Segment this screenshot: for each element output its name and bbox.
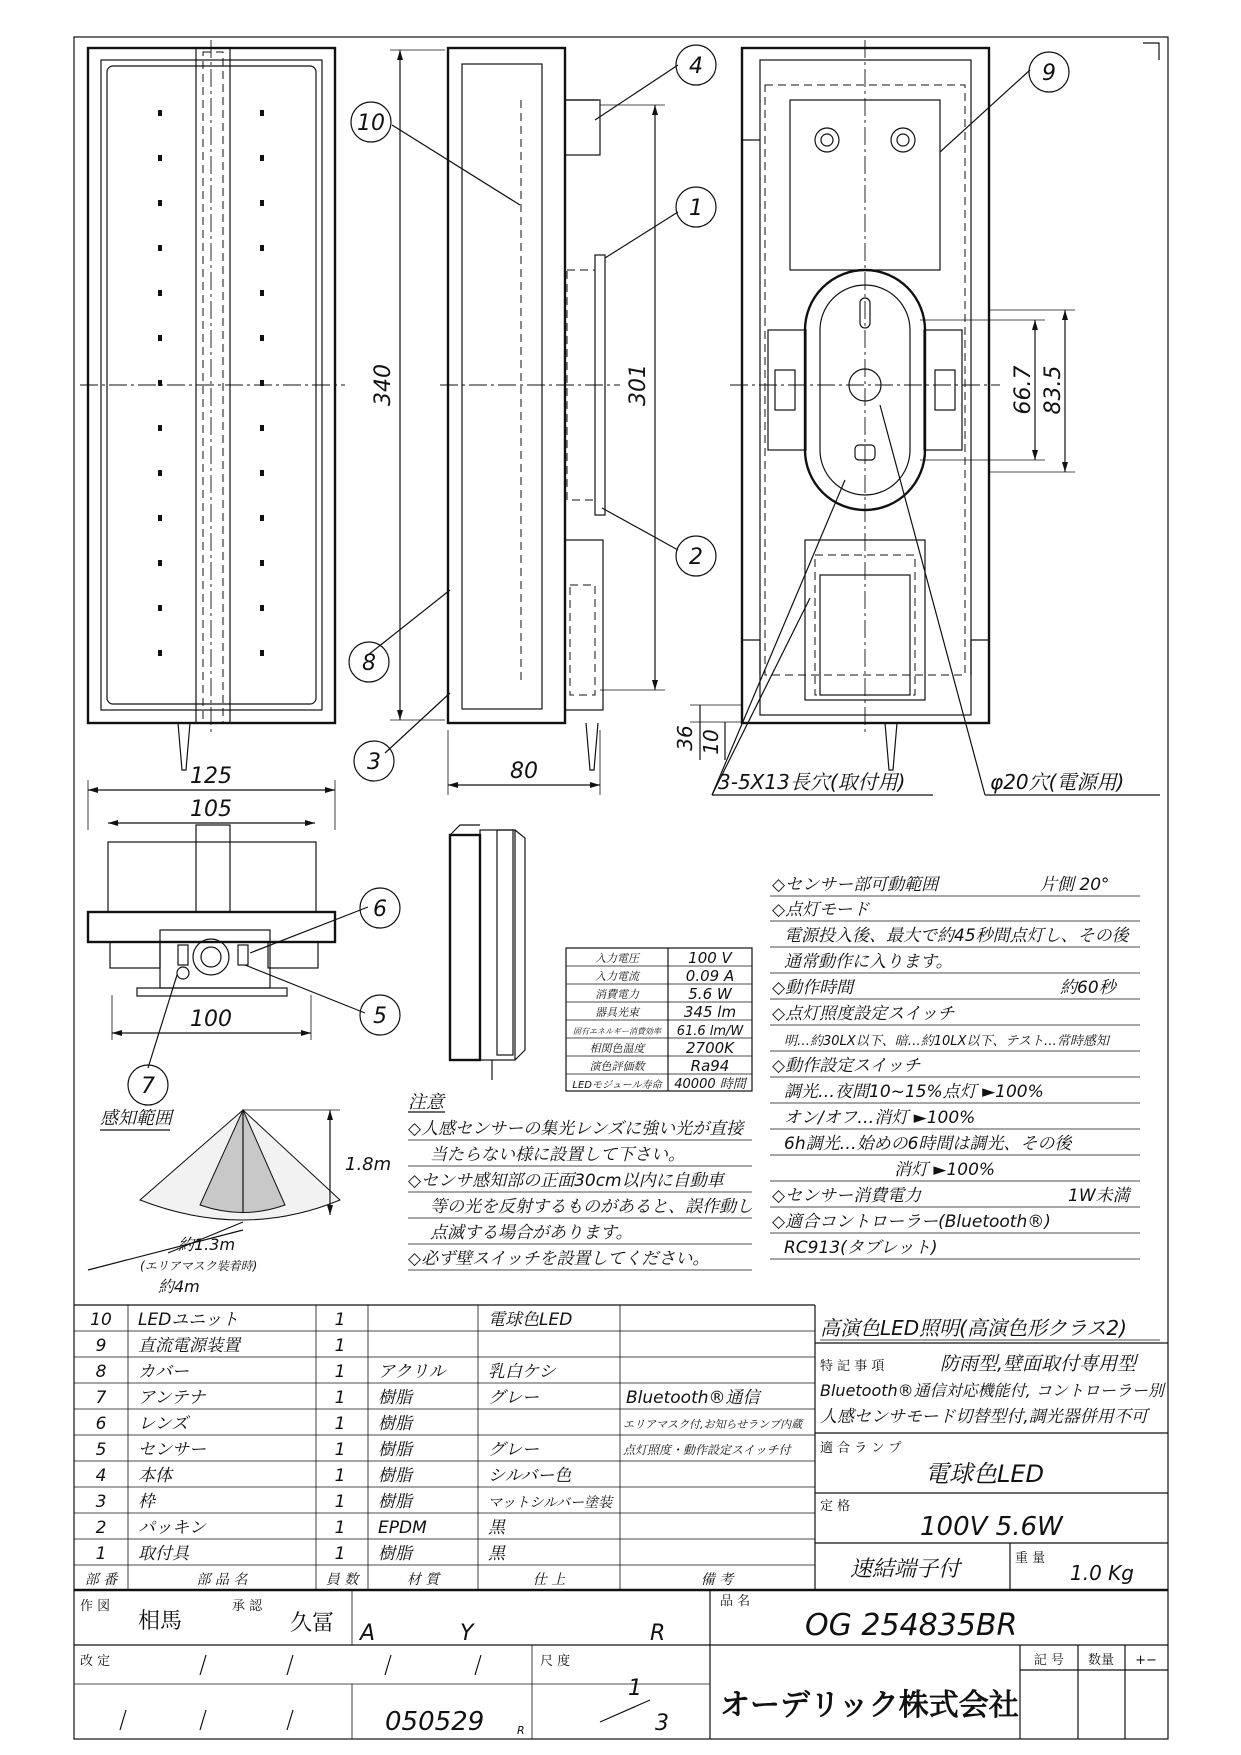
info-weight-label: 重 量 xyxy=(1015,1551,1046,1566)
part-mat: 樹脂 xyxy=(378,1544,412,1564)
part-no: 10 xyxy=(90,1310,112,1330)
part-finish: 乳白ケシ xyxy=(488,1362,556,1382)
callout-10: 10 xyxy=(357,111,385,136)
drawn-name: 相馬 xyxy=(138,1609,183,1634)
right-note: ◇センサー消費電力 xyxy=(772,1186,922,1206)
part-qty: 1 xyxy=(334,1310,346,1330)
perspective-view xyxy=(450,825,525,1080)
callout-2: 2 xyxy=(689,545,703,570)
sensing-title: 感知範囲 xyxy=(100,1108,172,1129)
dim-301: 301 xyxy=(626,364,651,406)
part-no: 8 xyxy=(95,1362,107,1382)
slot-label: 3-5X13長穴(取付用) xyxy=(718,770,906,794)
part-mat: 樹脂 xyxy=(378,1414,412,1434)
part-qty: 1 xyxy=(334,1518,346,1538)
drawing-date: 050529 xyxy=(385,1707,485,1737)
part-name: パッキン xyxy=(138,1518,206,1538)
parts-header-note: 備 考 xyxy=(700,1572,734,1588)
sensing-r1-note: (エリアマスク装着時) xyxy=(140,1259,258,1273)
right-note: RC913(タブレット) xyxy=(784,1238,938,1258)
product-label: 品 名 xyxy=(720,1594,751,1609)
back-view xyxy=(730,40,1000,770)
part-name: LEDユニット xyxy=(138,1310,239,1330)
right-note: ◇点灯照度設定スイッチ xyxy=(772,1004,955,1024)
right-note: ◇点灯モード xyxy=(772,900,870,920)
info-special-2: Bluetooth®通信対応機能付, コントローラー別 xyxy=(820,1381,1164,1400)
approve-name: 久冨 xyxy=(290,1611,335,1636)
part-mat: 樹脂 xyxy=(378,1492,412,1512)
right-note-value: 片側 20° xyxy=(1040,875,1110,895)
right-note-value: 1W未満 xyxy=(1068,1186,1130,1206)
corner-mark xyxy=(1143,43,1159,60)
part-no: 9 xyxy=(95,1336,107,1356)
part-qty: 1 xyxy=(334,1414,346,1434)
part-qty: 1 xyxy=(334,1492,346,1512)
notes-title: 注意 xyxy=(408,1092,444,1113)
sensing-r2: 約4m xyxy=(158,1277,200,1296)
part-no: 6 xyxy=(95,1414,107,1434)
note-line: ◇必ず壁スイッチを設置してください。 xyxy=(408,1249,710,1269)
part-name: 本体 xyxy=(138,1466,172,1486)
spec-key: 固有エネルギー消費効率 xyxy=(573,1027,661,1036)
part-qty: 1 xyxy=(334,1336,346,1356)
part-qty: 1 xyxy=(334,1544,346,1564)
parts-header-qty: 員 数 xyxy=(325,1572,359,1588)
part-name: レンズ xyxy=(138,1414,189,1434)
part-name: 直流電源装置 xyxy=(138,1336,240,1356)
part-name: アンテナ xyxy=(138,1388,206,1408)
right-note: オン/オフ…消灯 ►100% xyxy=(784,1108,976,1128)
drawn-label: 作 図 xyxy=(80,1599,111,1614)
spec-value: 2700K xyxy=(685,1039,735,1057)
part-qty: 1 xyxy=(334,1388,346,1408)
right-note: ◇動作時間 xyxy=(772,978,854,998)
parts-header-mat: 材 質 xyxy=(406,1572,440,1588)
right-note: 通常動作に入ります。 xyxy=(784,952,953,972)
sensing-r1: 約1.3m xyxy=(178,1235,236,1254)
spec-value: 40000 時間 xyxy=(674,1077,746,1092)
info-weight: 1.0 Kg xyxy=(1070,1561,1134,1585)
parts-header-name: 部 品 名 xyxy=(196,1572,248,1588)
right-note: 調光…夜間10~15%点灯 ►100% xyxy=(784,1082,1044,1102)
info-lamp: 電球色LED xyxy=(925,1460,1045,1488)
spec-key: 器具光束 xyxy=(595,1006,639,1019)
dim-340: 340 xyxy=(371,364,396,406)
product-code: OG 254835BR xyxy=(805,1608,1018,1643)
spec-value: 61.6 lm/W xyxy=(676,1024,744,1039)
spec-key: 相関色温度 xyxy=(589,1042,645,1055)
dim-80: 80 xyxy=(510,759,538,784)
info-lamp-label: 適 合 ラ ン プ xyxy=(820,1441,902,1456)
callout-6: 6 xyxy=(373,897,387,922)
part-mat: アクリル xyxy=(378,1362,446,1382)
leaders-back xyxy=(712,405,1160,795)
right-note: ◇センサー部可動範囲 xyxy=(772,875,939,895)
info-rating-label: 定 格 xyxy=(820,1499,851,1514)
note-line: 点滅する場合があります。 xyxy=(430,1223,633,1243)
hole-label: φ20穴(電源用) xyxy=(990,770,1125,794)
front-view xyxy=(80,40,345,770)
dim-36: 36 xyxy=(673,725,697,751)
part-note: エリアマスク付,お知らせランプ内蔵 xyxy=(623,1418,803,1431)
right-note-value: 約60秒 xyxy=(1060,978,1116,998)
part-mat: EPDM xyxy=(378,1518,427,1538)
part-name: カバー xyxy=(138,1362,189,1382)
callout-1: 1 xyxy=(689,196,703,221)
callout-8: 8 xyxy=(362,651,376,676)
part-qty: 1 xyxy=(334,1440,346,1460)
right-note: 電源投入後、最大で約45秒間点灯し、その後 xyxy=(784,926,1129,946)
plusminus-label: +− xyxy=(1135,1653,1157,1668)
part-finish: 黒 xyxy=(488,1544,505,1564)
spec-key: 入力電流 xyxy=(595,970,639,983)
rev-r: R xyxy=(650,1621,666,1646)
part-mat: 樹脂 xyxy=(378,1440,412,1460)
part-no: 7 xyxy=(95,1388,107,1408)
dim-83-5: 83.5 xyxy=(1041,365,1066,415)
bottom-view xyxy=(88,825,335,996)
part-finish: 電球色LED xyxy=(488,1310,573,1330)
scale-num: 1 xyxy=(628,1676,642,1701)
spec-value: 100 V xyxy=(688,949,732,967)
qty-label: 数量 xyxy=(1087,1653,1115,1668)
info-rating: 100V 5.6W xyxy=(920,1512,1063,1542)
spec-value: Ra94 xyxy=(690,1057,730,1075)
info-special-3: 人感センサモード切替型付,調光器併用不可 xyxy=(820,1407,1148,1427)
part-no: 1 xyxy=(95,1544,107,1564)
symbol-label: 記 号 xyxy=(1033,1653,1065,1668)
approve-label: 承 認 xyxy=(232,1599,263,1614)
callout-9: 9 xyxy=(1042,61,1056,86)
revise-label: 改 定 xyxy=(80,1654,111,1669)
part-finish: シルバー色 xyxy=(488,1466,572,1486)
dim-100: 100 xyxy=(190,1007,232,1032)
spec-key: 入力電圧 xyxy=(595,952,639,965)
side-view xyxy=(440,48,620,770)
company-name: オーデリック株式会社 xyxy=(720,1688,1019,1723)
spec-value: 0.09 A xyxy=(685,967,735,985)
parts-header-no: 部 番 xyxy=(84,1572,118,1588)
spec-key: LEDモジュール寿命 xyxy=(572,1080,662,1091)
info-special-1: 防雨型,壁面取付専用型 xyxy=(940,1353,1137,1375)
part-no: 3 xyxy=(95,1492,107,1512)
rev-y: Y xyxy=(460,1621,474,1646)
right-note: 6h調光…始めの6時間は調光、その後 xyxy=(784,1134,1072,1154)
part-name: 枠 xyxy=(138,1492,155,1512)
dim-10: 10 xyxy=(699,729,723,755)
spec-key: 演色評価数 xyxy=(589,1060,645,1073)
dim-125: 125 xyxy=(190,764,232,789)
callout-leaders xyxy=(148,65,1030,1068)
spec-value: 345 lm xyxy=(683,1003,737,1021)
note-line: ◇人感センサーの集光レンズに強い光が直接 xyxy=(408,1119,744,1139)
part-mat: 樹脂 xyxy=(378,1388,412,1408)
right-note: 消灯 ►100% xyxy=(894,1160,996,1180)
note-line: 等の光を反射するものがあると、誤作動し xyxy=(430,1197,753,1217)
note-line: ◇センサ感知部の正面30cm以内に自動車 xyxy=(408,1171,724,1191)
callout-7: 7 xyxy=(141,1074,155,1099)
part-note: 点灯照度・動作設定スイッチ付 xyxy=(623,1443,791,1457)
part-no: 4 xyxy=(95,1466,107,1486)
info-type: 高演色LED照明(高演色形クラス2) xyxy=(820,1316,1127,1340)
spec-key: 消費電力 xyxy=(595,988,639,1001)
callout-3: 3 xyxy=(367,750,381,775)
parts-table xyxy=(85,1310,804,1588)
part-note: Bluetooth®通信 xyxy=(626,1388,760,1408)
info-terminal: 速結端子付 xyxy=(850,1557,961,1582)
rev-a: A xyxy=(360,1621,376,1646)
part-no: 5 xyxy=(95,1440,107,1460)
part-qty: 1 xyxy=(334,1362,346,1382)
dim-66-7: 66.7 xyxy=(1011,365,1036,415)
note-line: 当たらない様に設置して下さい。 xyxy=(430,1145,685,1165)
right-note: 明…約30LX以下、暗…約10LX以下、テスト…常時感知 xyxy=(784,1034,1109,1049)
part-mat: 樹脂 xyxy=(378,1466,412,1486)
part-finish: グレー xyxy=(488,1388,539,1408)
info-special-label: 特 記 事 項 xyxy=(820,1359,885,1374)
scale-label: 尺 度 xyxy=(540,1654,571,1669)
part-qty: 1 xyxy=(334,1466,346,1486)
right-note: ◇適合コントローラー(Bluetooth®) xyxy=(772,1212,1051,1232)
sensing-height: 1.8m xyxy=(345,1154,392,1175)
dim-105: 105 xyxy=(190,797,232,822)
callout-4: 4 xyxy=(689,54,703,79)
part-name: センサー xyxy=(138,1440,206,1460)
part-name: 取付具 xyxy=(138,1544,189,1564)
drawing-date-r: R xyxy=(517,1724,525,1737)
part-finish: 黒 xyxy=(488,1518,505,1538)
callout-5: 5 xyxy=(373,1004,387,1029)
spec-value: 5.6 W xyxy=(688,985,732,1003)
parts-header-finish: 仕 上 xyxy=(532,1572,566,1588)
part-no: 2 xyxy=(95,1518,107,1538)
part-finish: グレー xyxy=(488,1440,539,1460)
part-finish: マットシルバー塗装 xyxy=(488,1495,613,1511)
scale-den: 3 xyxy=(655,1711,669,1736)
right-note: ◇動作設定スイッチ xyxy=(772,1056,921,1076)
